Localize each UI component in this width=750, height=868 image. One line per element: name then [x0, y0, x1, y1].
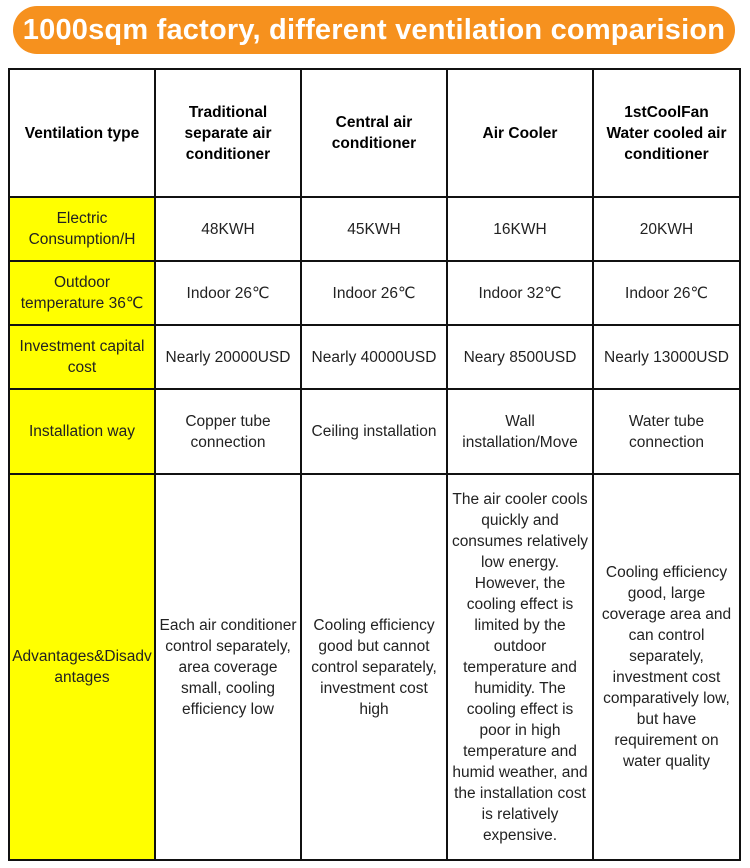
table-cell: Nearly 20000USD	[155, 325, 301, 389]
row-label: Installation way	[9, 389, 155, 474]
table-cell: 20KWH	[593, 197, 740, 261]
table-row	[9, 197, 740, 261]
table-cell: Neary 8500USD	[447, 325, 593, 389]
table-cell: 45KWH	[301, 197, 447, 261]
table-cell: Ceiling installation	[301, 389, 447, 474]
ventilation-comparison-table	[8, 68, 741, 861]
table-cell: Nearly 13000USD	[593, 325, 740, 389]
header-row	[9, 69, 740, 197]
table-row	[9, 474, 740, 860]
table-row	[9, 325, 740, 389]
table-cell: Indoor 26℃	[155, 261, 301, 325]
row-label: Outdoor temperature 36℃	[9, 261, 155, 325]
header-ventilation-type: Ventilation type	[9, 69, 155, 197]
header-central-ac: Central air conditioner	[301, 69, 447, 197]
table-cell: Indoor 32℃	[447, 261, 593, 325]
table-cell: 48KWH	[155, 197, 301, 261]
table-row	[9, 261, 740, 325]
header-water-cooled-ac: 1stCoolFan Water cooled air conditioner	[593, 69, 740, 197]
header-air-cooler: Air Cooler	[447, 69, 593, 197]
table-cell: Copper tube connection	[155, 389, 301, 474]
table-cell: Indoor 26℃	[593, 261, 740, 325]
table-cell: The air cooler cools quickly and consumes relatively low energy. However, the cooling effect is limited by the outdoor temperature and humidity. The cooling effect is poor in high temperature and humid weather, and the installation cost is relatively expensive.	[447, 474, 593, 860]
table-cell: Cooling efficiency good but cannot control separately, investment cost high	[301, 474, 447, 860]
table-cell: Wall installation/Move	[447, 389, 593, 474]
header-traditional-ac: Traditional separate air conditioner	[155, 69, 301, 197]
table-cell: Water tube connection	[593, 389, 740, 474]
row-label: Advantages&Disadvantages	[9, 474, 155, 860]
page-title-banner: 1000sqm factory, different ventilation comparision	[13, 6, 735, 54]
table-cell: Each air conditioner control separately, area coverage small, cooling efficiency low	[155, 474, 301, 860]
table-cell: Cooling efficiency good, large coverage area and can control separately, investment cost comparatively low, but have requirement on water quality	[593, 474, 740, 860]
row-label: Investment capital cost	[9, 325, 155, 389]
row-label: Electric Consumption/H	[9, 197, 155, 261]
table-cell: Nearly 40000USD	[301, 325, 447, 389]
table-cell: 16KWH	[447, 197, 593, 261]
table-row	[9, 389, 740, 474]
table-cell: Indoor 26℃	[301, 261, 447, 325]
